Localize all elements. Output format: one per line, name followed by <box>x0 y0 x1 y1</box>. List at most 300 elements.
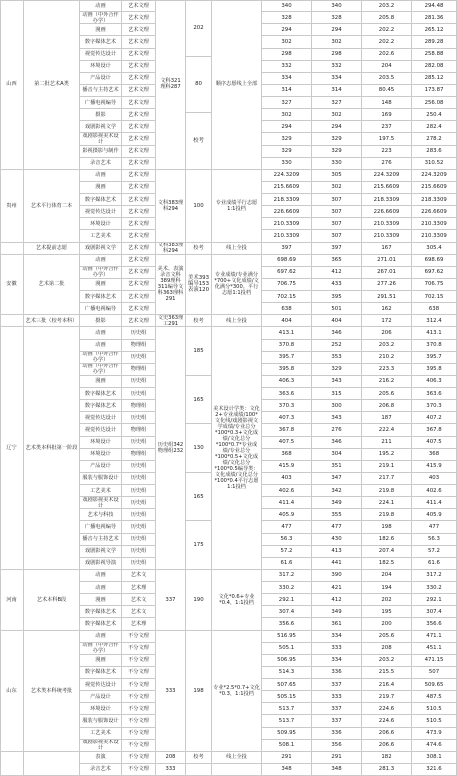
score-d-cell: 510.5 <box>412 703 457 715</box>
score-a-cell: 57.2 <box>262 546 312 558</box>
score-b-cell: 334 <box>312 655 362 667</box>
category-cell: 艺术文理 <box>122 291 156 303</box>
score-a-cell: 405.9 <box>262 509 312 521</box>
score-c-cell: 202 <box>362 594 412 606</box>
score-a-cell: 506.95 <box>262 655 312 667</box>
major-cell: 产品设计 <box>80 691 122 703</box>
score-b-cell: 327 <box>312 97 362 109</box>
score-a-cell: 698.69 <box>262 255 312 267</box>
score-c-cell: 216.4 <box>362 679 412 691</box>
major-cell: 工艺美术 <box>80 230 122 242</box>
score-b-cell: 328 <box>312 12 362 24</box>
category-cell: 历史组 <box>122 376 156 388</box>
category-cell: 艺术文 <box>122 570 156 582</box>
score-c-cell: 219.7 <box>362 691 412 703</box>
score-c-cell: 226.6609 <box>362 206 412 218</box>
score-b-cell: 433 <box>312 279 362 291</box>
major-cell: 数字媒体艺术 <box>80 388 122 400</box>
score-d-cell: 697.62 <box>412 267 457 279</box>
major-cell: 动画 <box>80 582 122 594</box>
category-cell: 历史组 <box>122 437 156 449</box>
score-a-cell: 370.8 <box>262 340 312 352</box>
score-d-cell: 285.12 <box>412 73 457 85</box>
score-c-cell: 210.2 <box>362 352 412 364</box>
score-c-cell: 216.2 <box>362 376 412 388</box>
major-cell: 数字媒体艺术 <box>80 194 122 206</box>
score-c-cell: 198 <box>362 521 412 533</box>
score-d-cell: 451.1 <box>412 643 457 655</box>
score-c-cell: 202.2 <box>362 24 412 36</box>
score-a-cell: 368 <box>262 449 312 461</box>
major-cell: 动画 <box>80 570 122 582</box>
major-cell: 录音艺术 <box>80 764 122 776</box>
province-cell: 河南 <box>0 570 24 631</box>
major-cell: 播音与主持艺术 <box>80 85 122 97</box>
score-c-cell: 187 <box>362 412 412 424</box>
score-c-cell: 162 <box>362 303 412 315</box>
batch-cell: 艺术类本科统考批 <box>24 631 80 752</box>
score-c-cell: 218.3309 <box>362 194 412 206</box>
score-b-cell: 421 <box>312 582 362 594</box>
rule-cell: 专业*2.5*0.7+文化*0.3，1:1投档 <box>212 631 262 752</box>
score-b-cell: 329 <box>312 133 362 145</box>
score-b-cell: 413 <box>312 546 362 558</box>
plan-count-cell: 校考 <box>186 752 212 764</box>
batch-cell: 艺术类本科批第一阶段 <box>24 327 80 570</box>
category-cell: 艺术文理 <box>122 12 156 24</box>
score-c-cell: 182 <box>362 752 412 764</box>
category-cell: 历史组 <box>122 497 156 509</box>
score-d-cell: 258.88 <box>412 49 457 61</box>
score-c-cell: 224.6 <box>362 715 412 727</box>
plan-group-cell: 文史363理工291 <box>156 315 186 327</box>
score-b-cell: 329 <box>312 146 362 158</box>
category-cell: 艺术文理 <box>122 73 156 85</box>
score-c-cell: 224.1 <box>362 497 412 509</box>
category-cell: 艺术文理 <box>122 279 156 291</box>
score-c-cell: 217.7 <box>362 473 412 485</box>
score-d-cell: 638 <box>412 303 457 315</box>
category-cell: 物理组 <box>122 364 156 376</box>
major-cell: 视觉传达设计 <box>80 424 122 436</box>
province-cell: 山西 <box>0 0 24 170</box>
category-cell: 不分文理 <box>122 703 156 715</box>
province-cell <box>0 315 24 327</box>
category-cell: 不分文理 <box>122 631 156 643</box>
score-c-cell: 203.2 <box>362 0 412 12</box>
score-a-cell: 513.7 <box>262 703 312 715</box>
score-a-cell: 397 <box>262 243 312 255</box>
score-a-cell: 706.75 <box>262 279 312 291</box>
major-cell: 漫画 <box>80 376 122 388</box>
major-cell: 数字媒体艺术 <box>80 667 122 679</box>
category-cell: 历史组 <box>122 461 156 473</box>
batch-cell: 艺术第二批 <box>24 255 80 316</box>
score-a-cell: 61.6 <box>262 558 312 570</box>
score-b-cell: 332 <box>312 61 362 73</box>
score-c-cell: 204 <box>362 570 412 582</box>
score-b-cell: 351 <box>312 461 362 473</box>
score-c-cell: 182.5 <box>362 558 412 570</box>
score-a-cell: 413.1 <box>262 327 312 339</box>
major-cell: 数字媒体艺术 <box>80 36 122 48</box>
category-cell: 艺术文理 <box>122 243 156 255</box>
plan-count-cell: 校考 <box>186 243 212 255</box>
score-a-cell: 403 <box>262 473 312 485</box>
major-cell: 动画（中外合作办学） <box>80 12 122 24</box>
score-d-cell: 292.1 <box>412 594 457 606</box>
score-c-cell: 203.5 <box>362 73 412 85</box>
score-b-cell: 315 <box>312 388 362 400</box>
score-c-cell: 267.01 <box>362 267 412 279</box>
score-d-cell: 310.52 <box>412 158 457 170</box>
score-a-cell: 329 <box>262 146 312 158</box>
score-c-cell: 195.2 <box>362 449 412 461</box>
score-a-cell: 395.8 <box>262 364 312 376</box>
province-cell <box>0 243 24 255</box>
category-cell: 历史组 <box>122 521 156 533</box>
major-cell: 动画（中外合作办学） <box>80 352 122 364</box>
score-d-cell: 282.08 <box>412 61 457 73</box>
major-cell: 影视摄影与制作 <box>80 146 122 158</box>
score-b-cell: 302 <box>312 109 362 121</box>
score-c-cell: 210.3309 <box>362 230 412 242</box>
score-b-cell: 349 <box>312 497 362 509</box>
category-cell: 艺术文 <box>122 594 156 606</box>
score-a-cell: 356.6 <box>262 618 312 630</box>
plan-group-cell: 文科321 理科287 <box>156 0 186 170</box>
score-a-cell: 513.7 <box>262 715 312 727</box>
score-c-cell: 202.2 <box>362 36 412 48</box>
score-d-cell: 363.6 <box>412 388 457 400</box>
score-c-cell: 204 <box>362 61 412 73</box>
score-a-cell: 370.3 <box>262 400 312 412</box>
score-b-cell: 361 <box>312 618 362 630</box>
score-c-cell: 194 <box>362 582 412 594</box>
major-cell: 动画 <box>80 0 122 12</box>
score-d-cell: 330.2 <box>412 582 457 594</box>
rule-cell <box>212 764 262 776</box>
score-d-cell: 289.28 <box>412 36 457 48</box>
score-b-cell: 348 <box>312 764 362 776</box>
score-a-cell: 327 <box>262 97 312 109</box>
score-b-cell: 298 <box>312 49 362 61</box>
score-d-cell: 402.6 <box>412 485 457 497</box>
rule-cell: 线上全投 <box>212 243 262 255</box>
province-cell: 辽宁 <box>0 327 24 570</box>
major-cell: 漫画 <box>80 24 122 36</box>
category-cell: 艺术文理 <box>122 97 156 109</box>
score-b-cell: 305 <box>312 170 362 182</box>
score-c-cell: 206.6 <box>362 740 412 752</box>
score-d-cell: 471.1 <box>412 631 457 643</box>
score-d-cell: 395.7 <box>412 352 457 364</box>
batch-cell: 艺术平行体育二本 <box>24 170 80 243</box>
score-a-cell: 328 <box>262 12 312 24</box>
score-b-cell: 302 <box>312 36 362 48</box>
score-b-cell: 365 <box>312 255 362 267</box>
score-a-cell: 404 <box>262 315 312 327</box>
major-cell: 戏剧影视美术设计 <box>80 740 122 752</box>
major-cell: 戏剧影视文学 <box>80 243 122 255</box>
score-a-cell: 505.1 <box>262 643 312 655</box>
score-b-cell: 356 <box>312 740 362 752</box>
score-a-cell: 702.15 <box>262 291 312 303</box>
score-c-cell: 219.8 <box>362 485 412 497</box>
major-cell: 广播电视编导 <box>80 521 122 533</box>
major-cell: 漫画 <box>80 655 122 667</box>
score-c-cell: 215.6609 <box>362 182 412 194</box>
score-d-cell: 406.3 <box>412 376 457 388</box>
score-c-cell: 169 <box>362 109 412 121</box>
score-d-cell: 210.3309 <box>412 230 457 242</box>
score-a-cell: 415.9 <box>262 461 312 473</box>
score-a-cell: 407.3 <box>262 412 312 424</box>
category-cell: 艺术文理 <box>122 303 156 315</box>
major-cell: 播音与主持艺术 <box>80 534 122 546</box>
plan-group-cell: 337 <box>156 570 186 631</box>
major-cell: 戏剧影视文学 <box>80 546 122 558</box>
province-cell: 山东 <box>0 631 24 752</box>
score-d-cell: 509.65 <box>412 679 457 691</box>
major-cell: 漫画 <box>80 182 122 194</box>
major-cell: 广播电视编导 <box>80 303 122 315</box>
score-d-cell: 507 <box>412 667 457 679</box>
score-b-cell: 336 <box>312 728 362 740</box>
batch-cell <box>24 752 80 776</box>
score-c-cell: 202.6 <box>362 49 412 61</box>
score-a-cell: 329 <box>262 133 312 145</box>
score-b-cell: 304 <box>312 449 362 461</box>
category-cell: 历史组 <box>122 388 156 400</box>
major-cell: 环境设计 <box>80 703 122 715</box>
score-b-cell: 501 <box>312 303 362 315</box>
score-b-cell: 329 <box>312 364 362 376</box>
major-cell: 戏剧影视美术设计 <box>80 497 122 509</box>
category-cell: 历史组 <box>122 546 156 558</box>
score-b-cell: 307 <box>312 218 362 230</box>
category-cell: 历史组 <box>122 327 156 339</box>
category-cell: 历史组 <box>122 558 156 570</box>
score-c-cell: 207.4 <box>362 546 412 558</box>
major-cell: 戏剧影视导演 <box>80 558 122 570</box>
score-b-cell: 346 <box>312 327 362 339</box>
score-d-cell: 395.8 <box>412 364 457 376</box>
score-b-cell: 343 <box>312 412 362 424</box>
major-cell: 工艺美术 <box>80 728 122 740</box>
score-c-cell: 206.8 <box>362 400 412 412</box>
score-d-cell: 321.6 <box>412 764 457 776</box>
score-a-cell: 314 <box>262 85 312 97</box>
category-cell: 历史组 <box>122 412 156 424</box>
score-d-cell: 471.15 <box>412 655 457 667</box>
score-a-cell: 224.3209 <box>262 170 312 182</box>
rule-cell: 线上全投 <box>212 752 262 764</box>
category-cell: 不分文理 <box>122 728 156 740</box>
score-d-cell: 317.2 <box>412 570 457 582</box>
score-c-cell: 182.6 <box>362 534 412 546</box>
score-c-cell: 276 <box>362 158 412 170</box>
score-b-cell: 346 <box>312 437 362 449</box>
score-b-cell: 441 <box>312 558 362 570</box>
score-c-cell: 277.26 <box>362 279 412 291</box>
score-a-cell: 317.2 <box>262 570 312 582</box>
plan-count-cell: 165 <box>186 473 212 522</box>
plan-group-cell: 历史组342物理组232 <box>156 327 186 570</box>
category-cell: 不分文理 <box>122 740 156 752</box>
score-d-cell: 407.2 <box>412 412 457 424</box>
major-cell: 服装与服饰设计 <box>80 473 122 485</box>
major-cell: 动画 <box>80 631 122 643</box>
category-cell: 艺术文理 <box>122 182 156 194</box>
score-d-cell: 403 <box>412 473 457 485</box>
score-c-cell: 203.2 <box>362 340 412 352</box>
score-c-cell: 219.8 <box>362 509 412 521</box>
plan-count-cell: 100 <box>186 170 212 243</box>
score-b-cell: 343 <box>312 376 362 388</box>
score-a-cell: 210.3309 <box>262 218 312 230</box>
plan-count-cell: 美术393编导153表演120 <box>186 255 212 316</box>
score-b-cell: 337 <box>312 703 362 715</box>
major-cell: 视觉传达设计 <box>80 679 122 691</box>
score-a-cell: 509.95 <box>262 728 312 740</box>
score-a-cell: 514.3 <box>262 667 312 679</box>
score-b-cell: 302 <box>312 182 362 194</box>
score-c-cell: 205.8 <box>362 12 412 24</box>
major-cell: 环境设计 <box>80 449 122 461</box>
major-cell: 环境设计 <box>80 437 122 449</box>
batch-cell: 第二批艺术A类 <box>24 0 80 170</box>
score-b-cell: 337 <box>312 679 362 691</box>
score-d-cell: 281.36 <box>412 12 457 24</box>
score-a-cell: 340 <box>262 0 312 12</box>
score-b-cell: 276 <box>312 424 362 436</box>
score-a-cell: 294 <box>262 24 312 36</box>
plan-group-cell: 333 <box>156 764 186 776</box>
category-cell: 艺术文理 <box>122 267 156 279</box>
category-cell: 不分文理 <box>122 691 156 703</box>
batch-cell: 艺术三批（校考本科） <box>24 315 80 327</box>
category-cell: 艺术文理 <box>122 0 156 12</box>
category-cell: 艺术文理 <box>122 218 156 230</box>
score-a-cell: 697.62 <box>262 267 312 279</box>
category-cell: 艺术理 <box>122 582 156 594</box>
score-d-cell: 698.69 <box>412 255 457 267</box>
category-cell: 历史组 <box>122 534 156 546</box>
category-cell: 不分文理 <box>122 679 156 691</box>
rule-cell: 专业成绩/专业满分*700+文化成绩/文化满分*300。平行志愿1:1投档 <box>212 255 262 316</box>
score-b-cell: 294 <box>312 24 362 36</box>
category-cell: 历史组 <box>122 473 156 485</box>
major-cell: 摄影 <box>80 315 122 327</box>
score-c-cell: 224.3209 <box>362 170 412 182</box>
score-d-cell: 173.87 <box>412 85 457 97</box>
score-a-cell: 215.6609 <box>262 182 312 194</box>
category-cell: 艺术文理 <box>122 194 156 206</box>
score-c-cell: 224.6 <box>362 703 412 715</box>
major-cell: 戏剧影视美术设计 <box>80 133 122 145</box>
score-b-cell: 334 <box>312 73 362 85</box>
category-cell: 不分文理 <box>122 643 156 655</box>
score-b-cell: 307 <box>312 194 362 206</box>
plan-group-cell: 208 <box>156 752 186 764</box>
plan-count-cell: 202 <box>186 0 212 57</box>
category-cell: 艺术文理 <box>122 36 156 48</box>
category-cell: 不分文理 <box>122 752 156 764</box>
score-d-cell: 307.4 <box>412 606 457 618</box>
score-c-cell: 223.3 <box>362 364 412 376</box>
score-d-cell: 224.3209 <box>412 170 457 182</box>
category-cell: 物理组 <box>122 400 156 412</box>
score-d-cell: 370.3 <box>412 400 457 412</box>
score-c-cell: 215.5 <box>362 667 412 679</box>
score-b-cell: 314 <box>312 85 362 97</box>
score-d-cell: 218.3309 <box>412 194 457 206</box>
batch-cell: 艺术本科B段 <box>24 570 80 631</box>
major-cell: 产品设计 <box>80 461 122 473</box>
category-cell: 艺术文理 <box>122 255 156 267</box>
major-cell: 艺术与科技 <box>80 509 122 521</box>
score-b-cell: 333 <box>312 643 362 655</box>
score-b-cell: 353 <box>312 352 362 364</box>
category-cell: 物理组 <box>122 449 156 461</box>
category-cell: 艺术理 <box>122 618 156 630</box>
province-cell <box>0 752 24 776</box>
score-a-cell: 348 <box>262 764 312 776</box>
score-d-cell: 278.2 <box>412 133 457 145</box>
score-c-cell: 205.6 <box>362 631 412 643</box>
category-cell: 历史组 <box>122 485 156 497</box>
score-d-cell: 305.4 <box>412 243 457 255</box>
score-a-cell: 508.1 <box>262 740 312 752</box>
category-cell: 艺术文理 <box>122 133 156 145</box>
score-b-cell: 355 <box>312 509 362 521</box>
score-d-cell: 415.9 <box>412 461 457 473</box>
plan-count-cell: 175 <box>186 521 212 570</box>
plan-group-cell: 美术、表演录音文科389理科311编导文科363理科291 <box>156 255 186 316</box>
score-b-cell: 333 <box>312 691 362 703</box>
score-b-cell: 430 <box>312 534 362 546</box>
score-d-cell: 367.8 <box>412 424 457 436</box>
score-c-cell: 210.3309 <box>362 218 412 230</box>
plan-count-cell: 190 <box>186 570 212 631</box>
major-cell: 录音艺术 <box>80 158 122 170</box>
rule-cell: 专业成绩平行志愿1:1投档 <box>212 170 262 243</box>
score-c-cell: 237 <box>362 121 412 133</box>
score-d-cell: 413.1 <box>412 327 457 339</box>
category-cell: 物理组 <box>122 424 156 436</box>
plan-count-cell: 198 <box>186 631 212 752</box>
major-cell: 视觉传达设计 <box>80 49 122 61</box>
score-a-cell: 505.15 <box>262 691 312 703</box>
plan-count-cell <box>186 764 212 776</box>
category-cell: 物理组 <box>122 340 156 352</box>
score-d-cell: 474.6 <box>412 740 457 752</box>
major-cell: 服装与服饰设计 <box>80 715 122 727</box>
major-cell: 数字媒体艺术 <box>80 291 122 303</box>
score-b-cell: 334 <box>312 631 362 643</box>
plan-group-cell: 文科383理科294 <box>156 243 186 255</box>
score-a-cell: 291 <box>262 752 312 764</box>
plan-count-cell: 165 <box>186 376 212 425</box>
score-a-cell: 477 <box>262 521 312 533</box>
major-cell: 环境设计 <box>80 218 122 230</box>
score-b-cell: 349 <box>312 606 362 618</box>
plan-count-cell: 130 <box>186 424 212 473</box>
score-c-cell: 271.01 <box>362 255 412 267</box>
category-cell: 不分文理 <box>122 667 156 679</box>
major-cell: 表演 <box>80 752 122 764</box>
